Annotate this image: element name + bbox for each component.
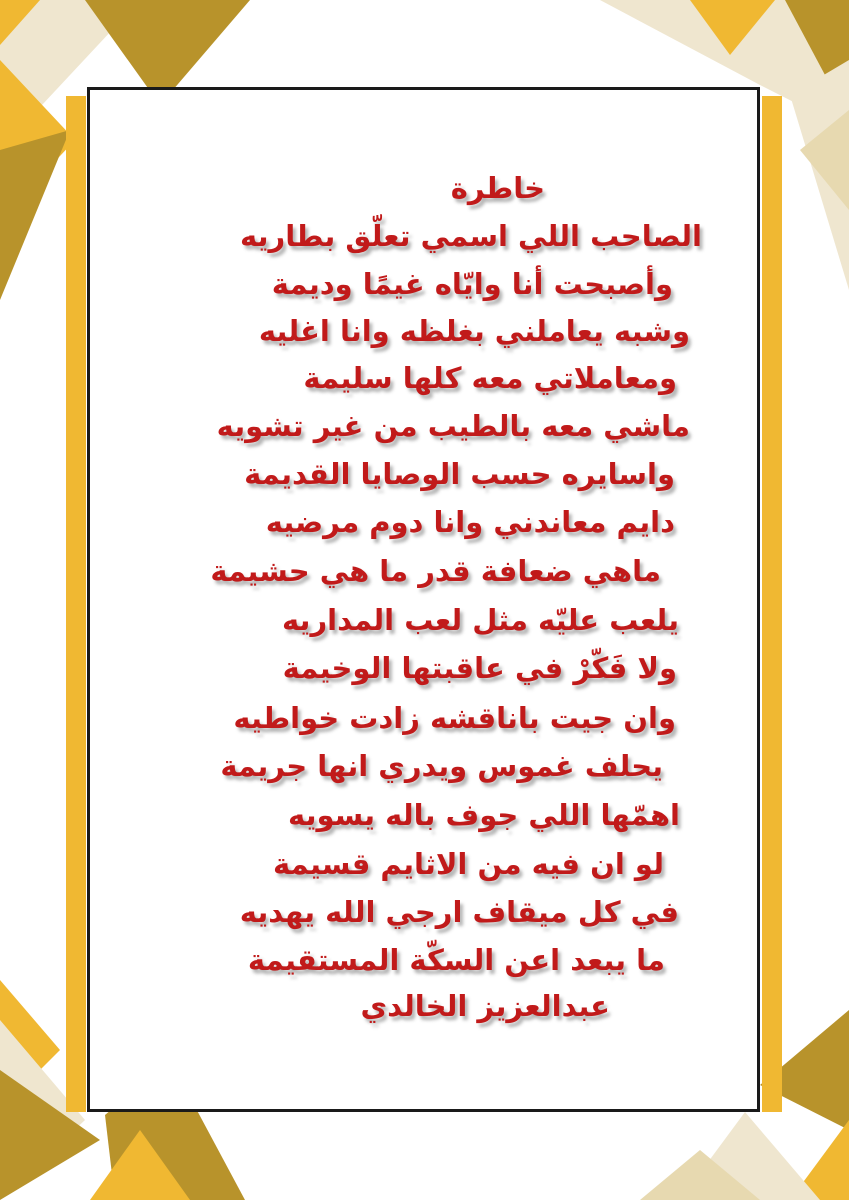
poem-line: دايم معاندني وانا دوم مرضيه: [265, 505, 675, 539]
poem-line: وشبه يعاملني بغلظه وانا اغليه: [258, 314, 690, 348]
poem-line: وأصبحت أنا وايّاه غيمًا وديمة: [271, 267, 673, 301]
poem-line: الصاحب اللي اسمي تعلّق بطاريه: [240, 219, 702, 253]
poem-line: وان جيت باناقشه زادت خواطيه: [233, 701, 676, 735]
poem-line: يحلف غموس ويدري انها جريمة: [220, 749, 663, 783]
gold-side-bar-left: [66, 96, 86, 1112]
poem-line: اهمّها اللي جوف باله يسويه: [288, 798, 680, 832]
poem-line: ما يبعد اعن السكّة المستقيمة: [247, 943, 665, 977]
poem-line: ماهي ضعافة قدر ما هي حشيمة: [210, 554, 661, 588]
poem-line: واسايره حسب الوصايا القديمة: [244, 457, 675, 491]
poem-line: يلعب عليّه مثل لعب المداريه: [281, 603, 679, 637]
decor-triangle: [0, 130, 70, 300]
gold-side-bar-right: [762, 96, 782, 1112]
poem-author: عبدالعزيز الخالدي: [360, 989, 610, 1023]
poem-line: في كل ميقاف ارجي الله يهديه: [239, 895, 679, 929]
poem-line: ماشي معه بالطيب من غير تشويه: [216, 409, 690, 443]
poem-line: ومعاملاتي معه كلها سليمة: [303, 361, 677, 395]
poem-title: خاطرة: [450, 171, 545, 205]
poem-line: لو ان فيه من الاثايم قسيمة: [272, 847, 664, 881]
poem-line: ولا فَكّرْ في عاقبتها الوخيمة: [282, 651, 677, 685]
